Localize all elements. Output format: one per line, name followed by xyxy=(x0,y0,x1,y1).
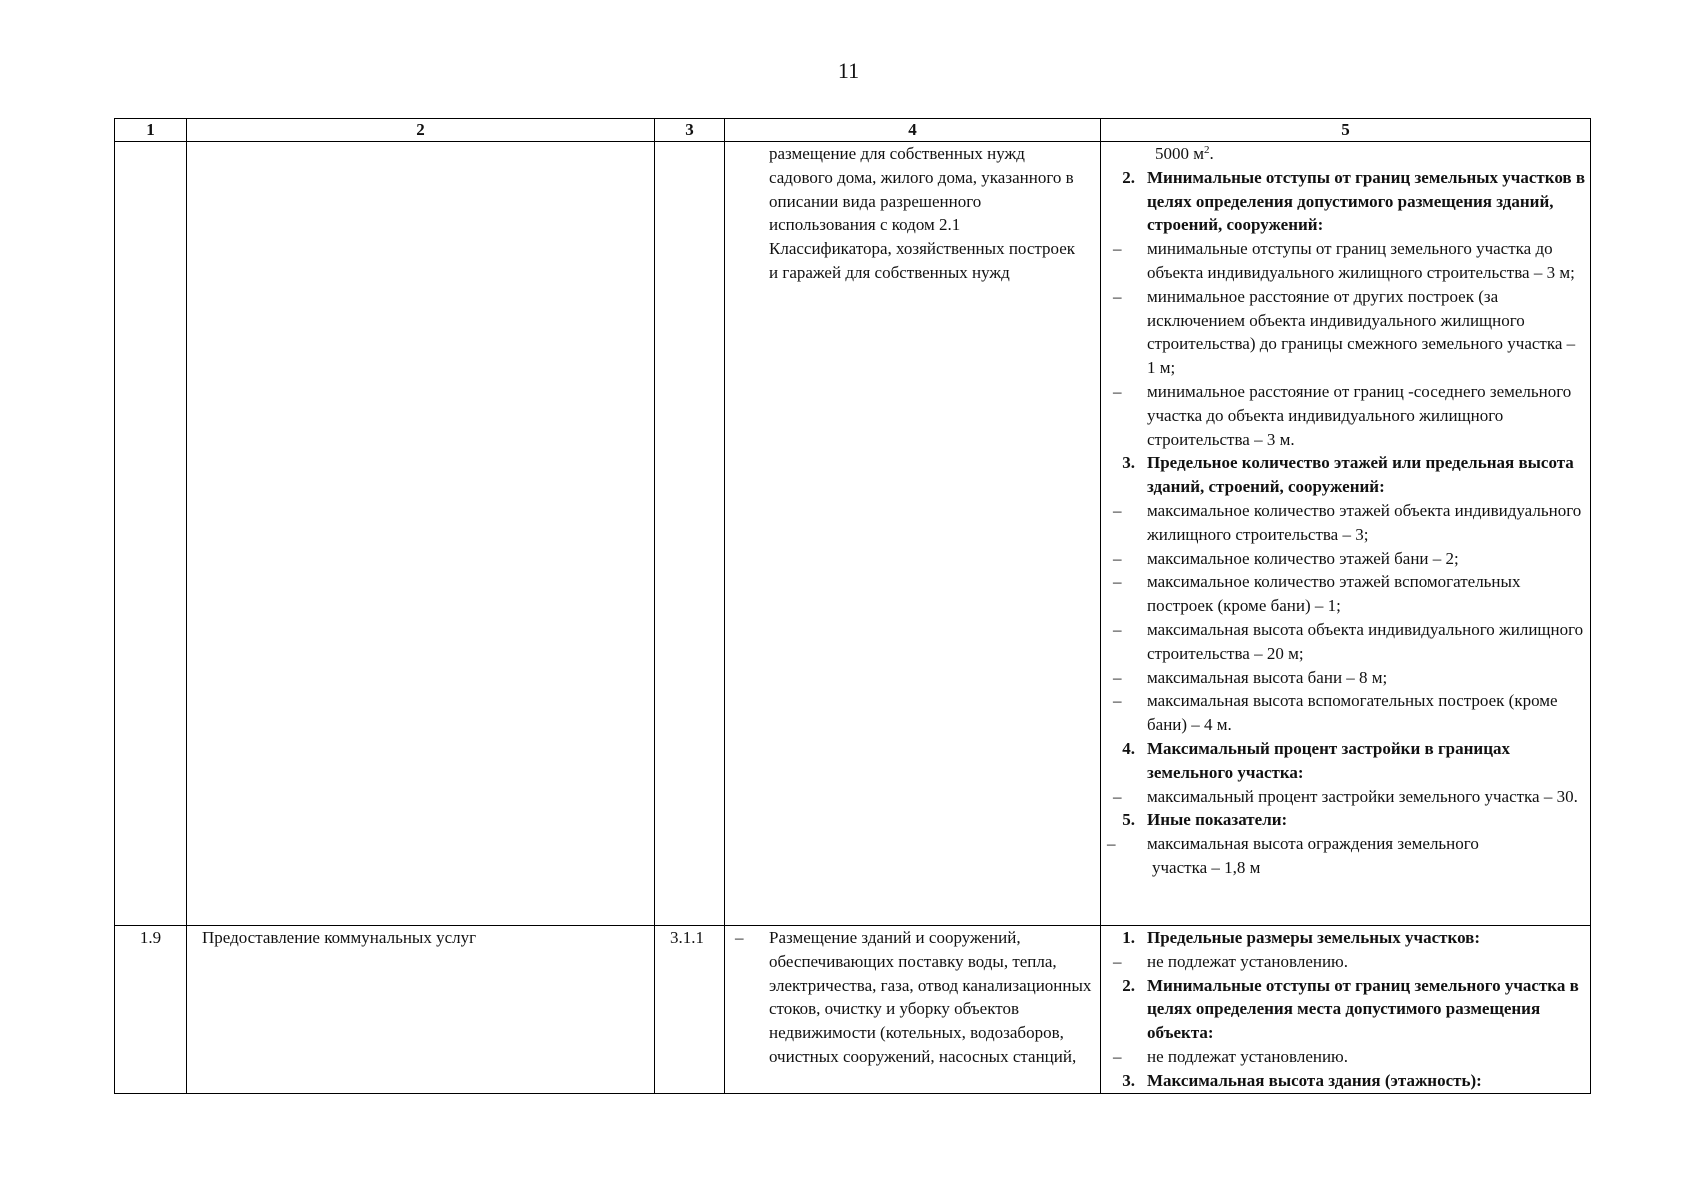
dash-marker: – xyxy=(1113,667,1122,687)
list-item xyxy=(1109,285,1586,380)
section-number: 4. xyxy=(1122,738,1135,758)
list-item-text: минимальные отступы от границ земельного участка до объекта индивидуального жилищного строительства – 3 м; xyxy=(1147,239,1575,282)
row1-col1 xyxy=(115,142,187,926)
section-number: 1. xyxy=(1122,928,1135,947)
area-value-text: 5000 м xyxy=(1155,144,1205,163)
section-heading xyxy=(1109,808,1586,832)
section-number: 2. xyxy=(1122,975,1135,995)
section-heading xyxy=(1109,1069,1586,1093)
list-item-text: максимальная высота объекта индивидуального жилищного строительства – 20 м; xyxy=(1147,619,1584,663)
area-value xyxy=(1109,142,1586,166)
list-item xyxy=(1109,950,1586,974)
dash-marker: – xyxy=(1113,500,1122,520)
section-heading-text: Предельное количество этажей или предельная высота зданий, строений, сооружений: xyxy=(1147,453,1574,497)
header-col-2: 2 xyxy=(187,119,655,142)
list-item-text: максимальная высота вспомогательных построек (кроме бани) – 4 м. xyxy=(1147,691,1558,735)
dash-marker: – xyxy=(1113,572,1122,592)
row1-col4 xyxy=(725,142,1101,926)
list-item-text: минимальное расстояние от границ -соседнего земельного участка до объекта индивидуального жилищного строительства – 3 м. xyxy=(1147,381,1572,449)
section-number: 3. xyxy=(1122,453,1135,473)
dash-marker: – xyxy=(1113,691,1122,711)
list-item xyxy=(1109,237,1586,285)
table-header-row xyxy=(115,119,1591,142)
section-number: 5. xyxy=(1122,810,1135,830)
list-item xyxy=(735,926,1094,1069)
section-number: 2. xyxy=(1122,167,1135,187)
dash-marker: – xyxy=(1113,951,1122,971)
list-item xyxy=(1109,547,1586,571)
dash-marker: – xyxy=(1113,548,1122,568)
row1-col5-items xyxy=(1109,166,1586,832)
dash-marker: – xyxy=(1113,239,1122,259)
list-item-text: максимальная высота бани – 8 м; xyxy=(1147,667,1388,687)
dash-marker: – xyxy=(1113,786,1122,806)
dash-marker: – xyxy=(1113,619,1122,639)
row1-col3 xyxy=(655,142,725,926)
table-row xyxy=(115,142,1591,926)
section-heading xyxy=(1109,926,1586,950)
dash-marker: – xyxy=(1113,1046,1122,1066)
row2-col1: 1.9 xyxy=(115,926,187,1094)
section-heading xyxy=(1109,166,1586,237)
header-col-1: 1 xyxy=(115,119,187,142)
list-item-text: максимальный процент застройки земельного участка – 30. xyxy=(1147,786,1578,806)
list-item xyxy=(1109,380,1586,451)
list-item-text: максимальная высота ограждения земельного xyxy=(1147,834,1479,854)
row2-col2: Предоставление коммунальных услуг xyxy=(187,926,655,1094)
list-item-continuation: участка – 1,8 м xyxy=(1152,857,1261,877)
list-item-text: максимальное количество этажей вспомогательных построек (кроме бани) – 1; xyxy=(1147,572,1521,616)
row2-col5 xyxy=(1101,926,1591,1094)
list-item-text: максимальное количество этажей объекта индивидуального жилищного строительства – 3; xyxy=(1147,500,1582,544)
row2-col3: 3.1.1 xyxy=(655,926,725,1094)
row1-col4-text: размещение для собственных нужд садового дома, жилого дома, указанного в описании вида разрешенного использования с кодом 2.1 Классификатора, хозяйственных построек и гаражей для собственных нужд xyxy=(769,144,1076,282)
list-item xyxy=(1109,666,1586,690)
area-value-end: . xyxy=(1209,144,1214,163)
section-heading xyxy=(1109,974,1586,1045)
list-item-text: не подлежат установлению. xyxy=(1147,1046,1349,1066)
section-heading-text: Максимальный процент застройки в границах земельного участка: xyxy=(1147,738,1511,782)
section-number: 3. xyxy=(1122,1070,1135,1090)
list-item-text: максимальное количество этажей бани – 2; xyxy=(1147,548,1459,568)
header-col-3: 3 xyxy=(655,119,725,142)
area-value-sup: 2 xyxy=(1204,144,1210,156)
list-item xyxy=(1109,832,1586,856)
row1-col5 xyxy=(1101,142,1591,926)
header-col-4: 4 xyxy=(725,119,1101,142)
list-item-text: Размещение зданий и сооружений, обеспечивающих поставку воды, тепла, электричества, газа, отвод канализационных стоков, очистку и уборку объектов недвижимости (котельных, водозаборов, очистных сооружений, насосных станций, xyxy=(769,928,1092,1066)
list-item xyxy=(1109,570,1586,618)
list-item xyxy=(1109,689,1586,737)
list-item-text: не подлежат установлению. xyxy=(1147,951,1349,971)
table-row xyxy=(115,926,1591,1094)
section-heading-text: Максимальная высота здания (этажность): xyxy=(1147,1070,1482,1090)
list-item-text: минимальное расстояние от других построек (за исключением объекта индивидуального жилищного строительства) до границы смежного земельного участка – 1 м; xyxy=(1147,286,1576,378)
section-heading xyxy=(1109,737,1586,785)
list-item xyxy=(1109,618,1586,666)
section-heading-text: Минимальные отступы от границ земельного участка в целях определения места допустимого размещения объекта: xyxy=(1147,975,1579,1043)
dash-marker: – xyxy=(1113,381,1122,401)
dash-marker: – xyxy=(1107,834,1116,854)
dash-marker: – xyxy=(1113,286,1122,306)
header-col-5: 5 xyxy=(1101,119,1591,142)
row1-col2 xyxy=(187,142,655,926)
section-heading-text: Минимальные отступы от границ земельных участков в целях определения допустимого размещения зданий, строений, сооружений: xyxy=(1147,167,1586,235)
list-item xyxy=(1109,1045,1586,1069)
list-item xyxy=(1109,499,1586,547)
regulations-table xyxy=(114,118,1591,1094)
section-heading-text: Иные показатели: xyxy=(1147,810,1288,830)
row2-col5-items xyxy=(1109,926,1586,1093)
section-heading xyxy=(1109,451,1586,499)
section-heading-text: Предельные размеры земельных участков: xyxy=(1147,928,1481,947)
row2-col4 xyxy=(725,926,1101,1094)
dash-marker: – xyxy=(735,928,744,947)
page-number: 11 xyxy=(837,58,860,83)
list-item xyxy=(1109,785,1586,809)
